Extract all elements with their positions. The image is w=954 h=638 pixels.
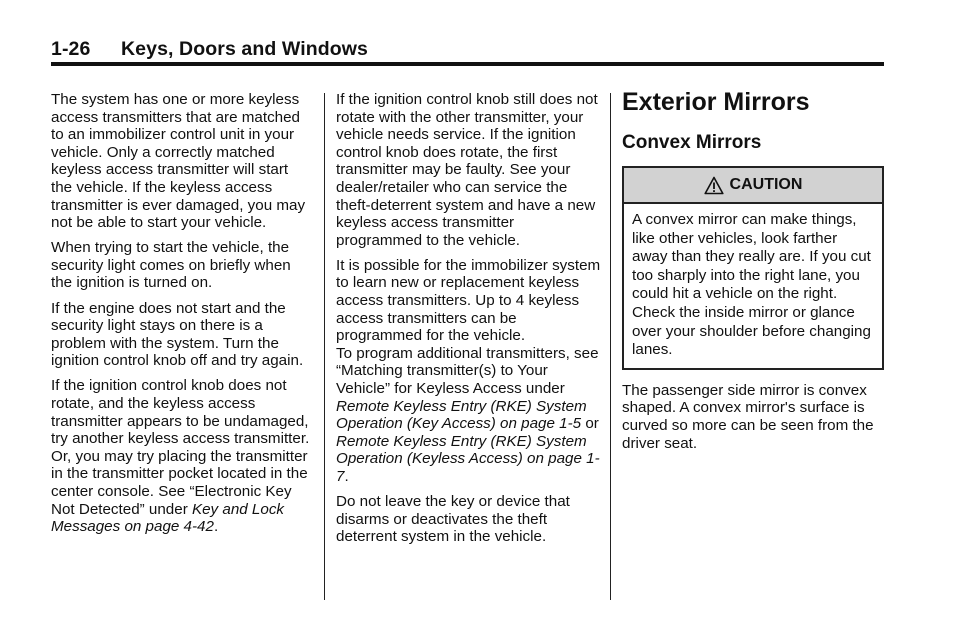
cross-reference: Remote Keyless Entry (RKE) System Operation (Keyless Access) on page 1-7 [336,432,600,485]
paragraph: When trying to start the vehicle, the security light comes on briefly when the ignition is turned on. [51,239,291,292]
caution-label: CAUTION [729,176,803,194]
paragraph: It is possible for the immobilizer system to learn new or replacement keyless access transmitters. Up to 4 keyless access transmitters can be programmed for the vehicle. [336,256,601,345]
page-number: 1-26 [51,38,91,60]
paragraph: The passenger side mirror is convex shaped. A convex mirror's surface is curved so more can be seen from the driver seat. [622,381,874,452]
warning-triangle-icon [704,176,724,195]
section-heading: Exterior Mirrors [622,88,810,116]
paragraph-text: or [581,415,599,433]
paragraph: The system has one or more keyless access transmitters that are matched to an immobilizer control unit in your vehicle. Only a correctly matched keyless access transmitter will start the vehicle. If the keyless access transmitter is ever damaged, you may not be able to start your vehicle. [51,91,306,232]
paragraph-text: If the ignition control knob does not rotate, and the keyless access transmitter appears to be undamaged, try another keyless access transmitter. Or, you may try placing the transmitter in the transmitter pocket located in the center console. See “Electronic Key Not Detected” under [51,377,310,518]
caution-header [624,168,882,204]
paragraph [336,345,602,486]
column-divider [324,93,325,600]
paragraph: If the engine does not start and the security light stays on there is a problem with the system. Turn the ignition control knob off and try again. [51,299,304,370]
subsection-heading: Convex Mirrors [622,132,762,153]
paragraph: If the ignition control knob still does not rotate with the other transmitter, your vehicle needs service. If the ignition control knob does rotate, the first transmitter may be faulty. See your dealer/retailer who can service the theft-deterrent system and have a new keyless access transmitter programmed to the vehicle. [336,91,598,249]
paragraph [51,377,313,535]
caution-text: A convex mirror can make things, like other vehicles, look farther away than they really are. If you cut too sharply into the right lane, you could hit a vehicle on the right. Check the inside mirror or glance over your shoulder before changing lanes. [632,211,871,359]
page-header [51,38,368,61]
caution-box [622,166,884,370]
header-rule [51,62,884,66]
column-2 [336,91,602,553]
column-3 [622,88,884,460]
paragraph-end: . [213,518,219,536]
cross-reference: Key and Lock Messages on page 4-42 [51,500,285,536]
section-title: Keys, Doors and Windows [121,38,368,60]
paragraph: Do not leave the key or device that disarms or deactivates the theft deterrent system in the vehicle. [336,493,570,546]
paragraph-end: . [344,467,349,485]
column-1 [51,91,313,543]
paragraph-text: To program additional transmitters, see “Matching transmitter(s) to Your Vehicle” for Keyless Access under [336,344,599,397]
column-divider [610,93,611,600]
cross-reference: Remote Keyless Entry (RKE) System Operation (Key Access) on page 1-5 [336,397,587,433]
